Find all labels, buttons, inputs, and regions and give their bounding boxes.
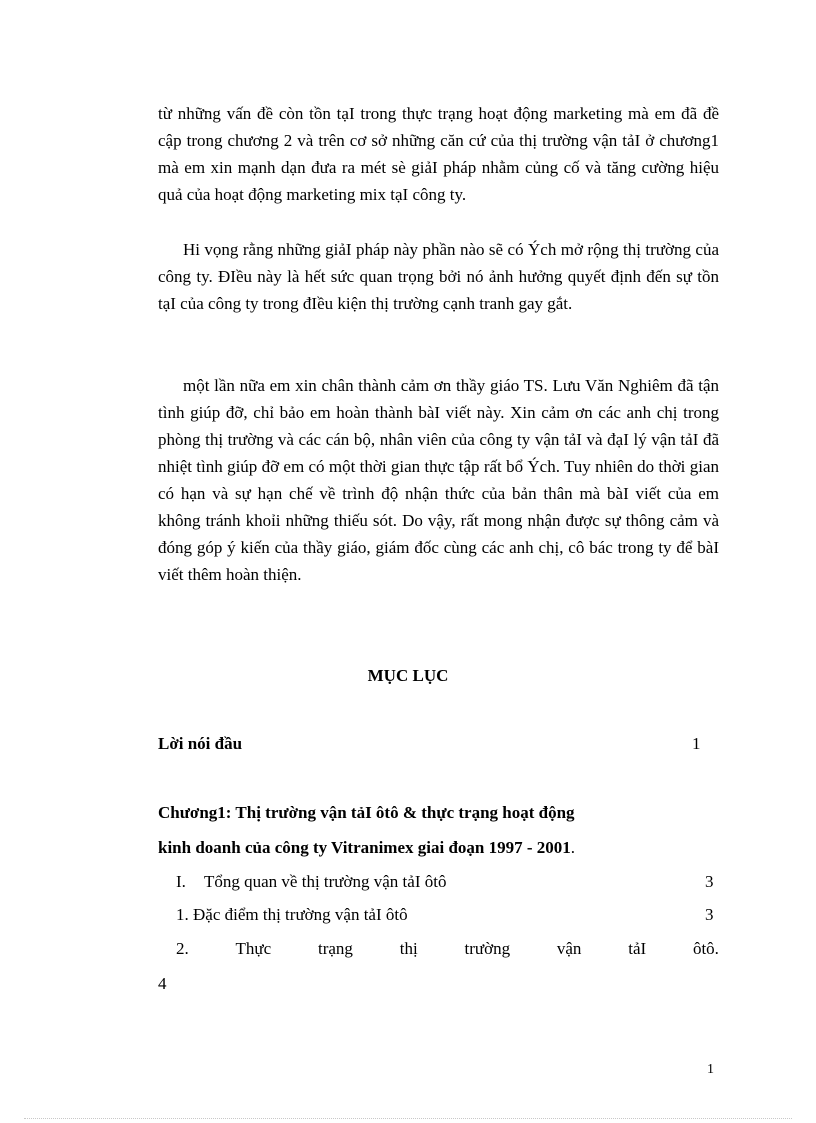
paragraph-2: Hi vọng rằng những giảI pháp này phần nào sẽ có Ých mở rộng thị trường của công ty. ĐIều này là hết sức quan trọng bởi nó ảnh hưởng quyết định đến sự tồn tạI của công ty trong đIều kiện thị trường cạnh tranh gay gắt. bbox=[158, 240, 719, 313]
toc-intro-label: Lời nói đầu bbox=[158, 734, 243, 753]
toc-item-2-word: 2. bbox=[176, 939, 189, 958]
toc-chapter1-line2 bbox=[158, 836, 575, 860]
toc-item-2-word: trường bbox=[464, 939, 511, 958]
toc-section-i-label: Tổng quan về thị trường vận tảI ôtô bbox=[204, 872, 447, 891]
toc-chapter1-line2-text: kinh doanh của công ty Vitranimex giai đoạn 1997 - 2001 bbox=[158, 838, 571, 857]
toc-section-i-number: I. bbox=[176, 872, 186, 891]
toc-item-2-word: tảI bbox=[628, 939, 647, 958]
toc-item-2-word: trạng bbox=[318, 939, 353, 958]
toc-item-2-label bbox=[176, 937, 719, 961]
toc-title: MỤC LỤC bbox=[367, 666, 449, 685]
toc-section-i-page: 3 bbox=[705, 872, 714, 891]
toc-chapter1-line2-end: . bbox=[570, 838, 576, 857]
toc-item-2-word: Thực bbox=[235, 939, 272, 958]
paragraph-1: từ những vấn đề còn tồn tạI trong thực trạng hoạt động marketing mà em đã đề cập trong chương 2 và trên cơ sở những căn cứ của thị trường vận tảI ở chương1 mà em xin mạnh dạn đưa ra mét sè giảI pháp nhằm củng cố và tăng cường hiệu quả của hoạt động marketing mix tạI công ty. bbox=[158, 104, 719, 204]
toc-chapter1-line1: Chương1: Thị trường vận tảI ôtô & thực trạng hoạt động bbox=[158, 803, 575, 822]
paragraph-3: một lần nữa em xin chân thành cảm ơn thầy giáo TS. Lưu Văn Nghiêm đã tận tình giúp đỡ, chỉ bảo em hoàn thành bàI viết này. Xin cảm ơn các anh chị trong phòng thị trường và các cán bộ, nhân viên của công ty vận tảI và đạI lý vận tảI đã nhiệt tình giúp đỡ em có một thời gian thực tập rất bổ Ých. Tuy nhiên do thời gian có hạn và sự hạn chế về trình độ nhận thức của bản thân mà bàI viết của em không tránh khoỉi những thiếu sót. Do vậy, rất mong nhận được sự thông cảm và đóng góp ý kiến của thầy giáo, giám đốc cùng các anh chị, cô bác trong ty để bàI viết thêm hoàn thiện. bbox=[158, 376, 719, 584]
toc-item-2-word: thị bbox=[399, 939, 418, 958]
toc-item-2-word: vận bbox=[556, 939, 582, 958]
page-bottom-divider bbox=[24, 1118, 792, 1119]
toc-item-1-page: 3 bbox=[705, 905, 714, 924]
footer-page-number: 1 bbox=[707, 1062, 714, 1077]
toc-item-2-word: ôtô. bbox=[692, 939, 719, 958]
toc-item-1-label: 1. Đặc điểm thị trường vận tảI ôtô bbox=[176, 905, 408, 924]
toc-intro-page: 1 bbox=[692, 734, 701, 753]
toc-item-2-page: 4 bbox=[158, 974, 167, 993]
